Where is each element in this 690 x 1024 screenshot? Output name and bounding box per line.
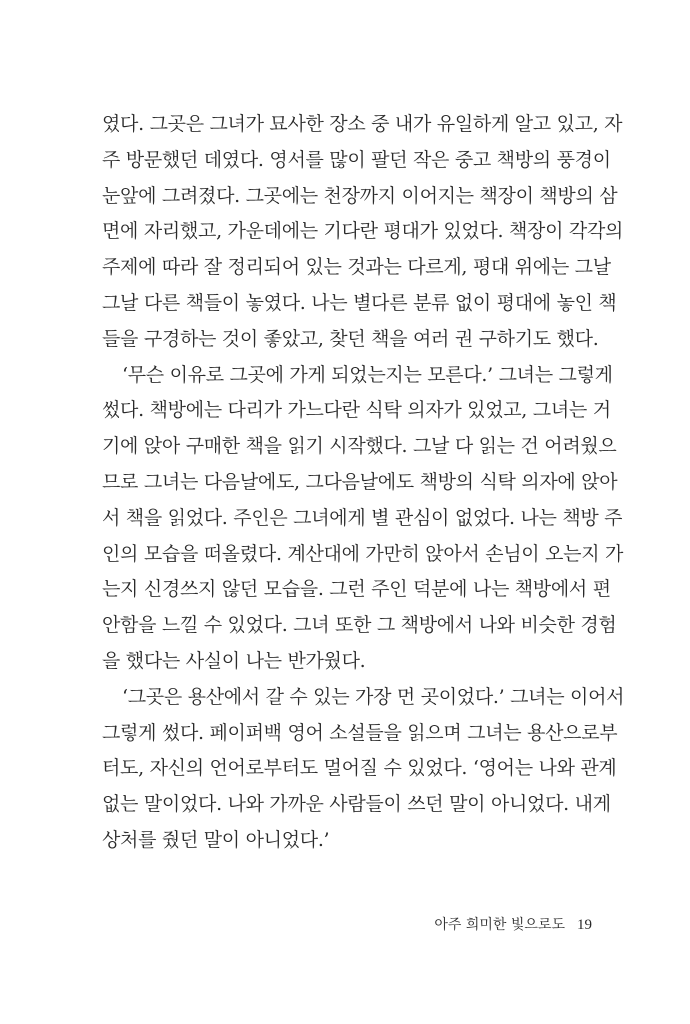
- paragraph-1: [102, 107, 624, 358]
- text-line: ‘무슨 이유로 그곳에 가게 되었는지는 모른다.’ 그녀는 그렇게: [122, 363, 613, 386]
- text-line: 였다. 그곳은 그녀가 묘사한 장소 중 내가 유일하게 알고 있고, 자: [102, 113, 623, 135]
- text-line: 면에 자리했고, 가운데에는 기다란 평대가 있었다. 책장이 각각의: [102, 220, 624, 243]
- text-line: 눈앞에 그려졌다. 그곳에는 천장까지 이어지는 책장이 책방의 삼: [102, 184, 618, 207]
- text-line: 는지 신경쓰지 않던 모습을. 그런 주인 덕분에 나는 책방에서 편: [102, 578, 611, 601]
- text-line: 서 책을 읽었다. 주인은 그녀에게 별 관심이 없었다. 나는 책방 주: [102, 506, 623, 529]
- paragraph-3: [102, 680, 625, 859]
- text-line: 상처를 줬던 말이 아니었다.’: [102, 828, 330, 851]
- page-number: 19: [577, 917, 592, 933]
- text-line: 주제에 따라 잘 정리되어 있는 것과는 다르게, 평대 위에는 그날: [102, 256, 611, 279]
- text-line: 터도, 자신의 언어로부터도 멀어질 수 있었다. ‘영어는 나와 관계: [102, 757, 617, 780]
- book-title: 아주 희미한 빛으로도: [434, 917, 565, 933]
- paragraph-2: [102, 358, 624, 680]
- body-text: [102, 107, 625, 859]
- text-line: 썼다. 책방에는 다리가 가느다란 식탁 의자가 있었고, 그녀는 거: [102, 399, 611, 422]
- text-line: 없는 말이었다. 나와 가까운 사람들이 쓰던 말이 아니었다. 내게: [102, 793, 611, 816]
- running-footer: [380, 914, 592, 934]
- text-line: 인의 모습을 떠올렸다. 계산대에 가만히 앉아서 손님이 오는지 가: [102, 542, 624, 565]
- text-line: ‘그곳은 용산에서 갈 수 있는 가장 먼 곳이었다.’ 그녀는 이어서: [122, 685, 625, 708]
- text-line: 그렇게 썼다. 페이퍼백 영어 소설들을 읽으며 그녀는 용산으로부: [102, 721, 618, 744]
- text-line: 들을 구경하는 것이 좋았고, 찾던 책을 여러 권 구하기도 했다.: [102, 327, 599, 350]
- text-line: 을 했다는 사실이 나는 반가웠다.: [102, 649, 366, 672]
- text-line: 므로 그녀는 다음날에도, 그다음날에도 책방의 식탁 의자에 앉아: [102, 470, 618, 493]
- text-line: 기에 앉아 구매한 책을 읽기 시작했다. 그날 다 읽는 건 어려웠으: [102, 435, 617, 458]
- text-line: 안함을 느낄 수 있었다. 그녀 또한 그 책방에서 나와 비슷한 경험: [102, 614, 617, 637]
- text-line: 그날 다른 책들이 놓였다. 나는 별다른 분류 없이 평대에 놓인 책: [102, 291, 617, 314]
- text-line: 주 방문했던 데였다. 영서를 많이 팔던 작은 중고 책방의 풍경이: [102, 148, 611, 171]
